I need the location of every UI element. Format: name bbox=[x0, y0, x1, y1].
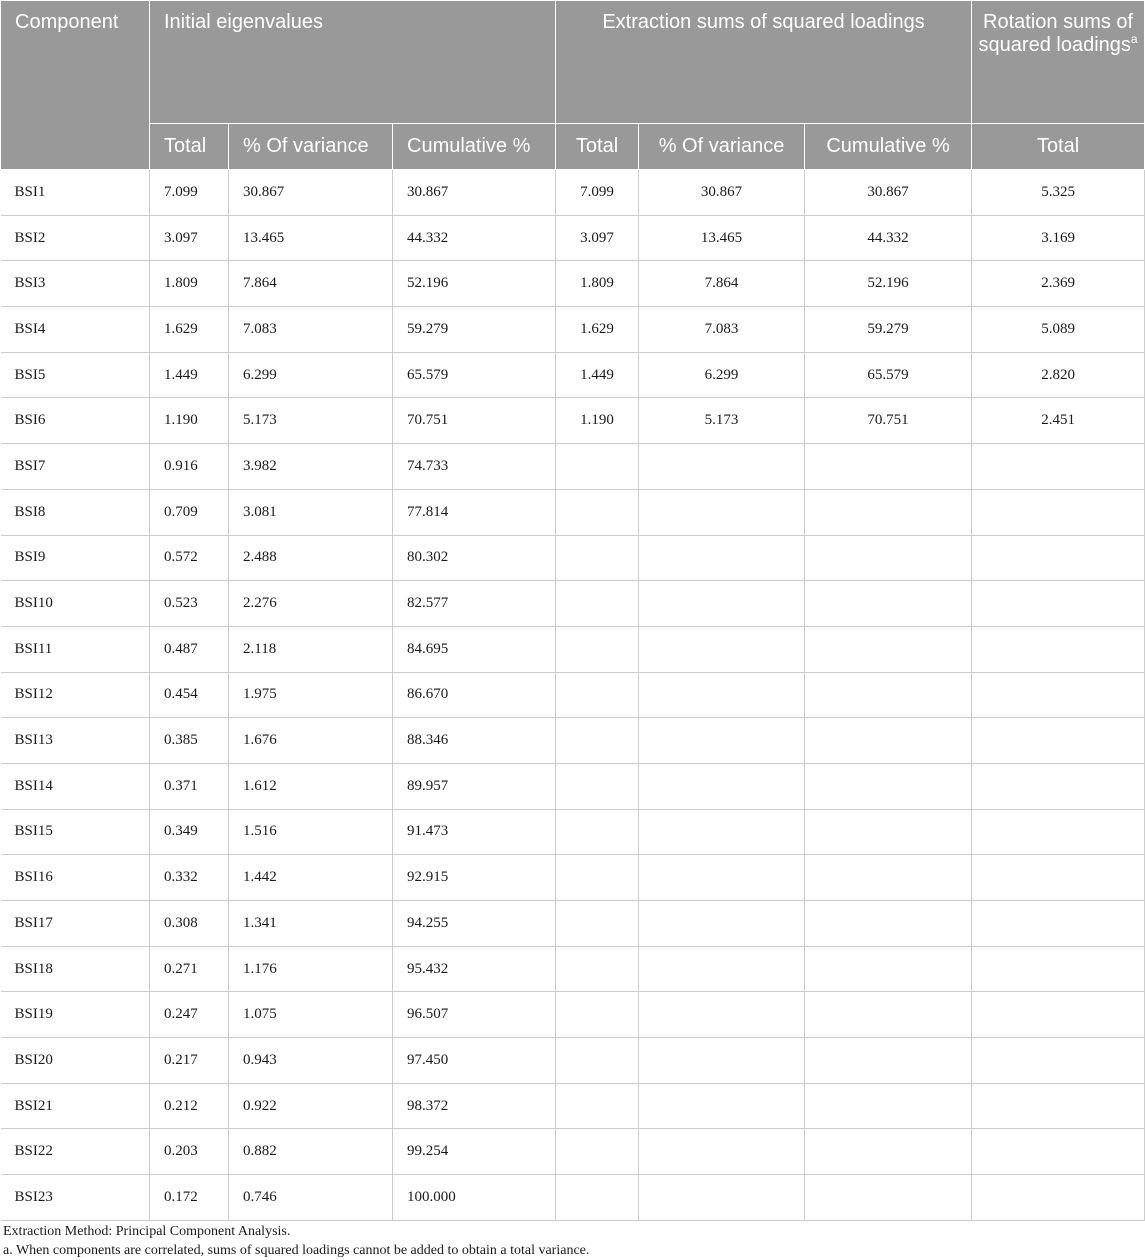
table-row bbox=[1, 581, 1145, 627]
cell-initial-total: 0.572 bbox=[150, 535, 229, 581]
subheader-initial-variance: % Of variance bbox=[229, 124, 393, 170]
cell-extraction-cumulative: 52.196 bbox=[805, 261, 972, 307]
cell-rotation-total bbox=[972, 535, 1145, 581]
cell-extraction-cumulative bbox=[805, 992, 972, 1038]
cell-rotation-total: 5.325 bbox=[972, 170, 1145, 216]
cell-initial-variance: 3.081 bbox=[229, 489, 393, 535]
cell-extraction-cumulative bbox=[805, 946, 972, 992]
cell-initial-cumulative: 91.473 bbox=[393, 809, 556, 855]
subheader-initial-total: Total bbox=[150, 124, 229, 170]
cell-extraction-total bbox=[556, 855, 639, 901]
cell-extraction-variance bbox=[639, 626, 805, 672]
table-row bbox=[1, 946, 1145, 992]
cell-component: BSI5 bbox=[1, 352, 150, 398]
cell-initial-total: 0.271 bbox=[150, 946, 229, 992]
table-row bbox=[1, 352, 1145, 398]
cell-rotation-total bbox=[972, 1175, 1145, 1221]
cell-extraction-total bbox=[556, 626, 639, 672]
cell-extraction-variance bbox=[639, 901, 805, 947]
cell-initial-total: 0.349 bbox=[150, 809, 229, 855]
cell-extraction-variance: 6.299 bbox=[639, 352, 805, 398]
cell-extraction-total: 1.809 bbox=[556, 261, 639, 307]
cell-extraction-cumulative: 44.332 bbox=[805, 215, 972, 261]
cell-initial-variance: 0.922 bbox=[229, 1083, 393, 1129]
cell-initial-total: 0.332 bbox=[150, 855, 229, 901]
cell-extraction-variance bbox=[639, 535, 805, 581]
cell-initial-total: 0.916 bbox=[150, 444, 229, 490]
cell-extraction-variance bbox=[639, 672, 805, 718]
extraction-method-note: Extraction Method: Principal Component Analysis. bbox=[3, 1224, 291, 1239]
cell-extraction-cumulative bbox=[805, 1083, 972, 1129]
cell-initial-variance: 2.276 bbox=[229, 581, 393, 627]
cell-initial-cumulative: 96.507 bbox=[393, 992, 556, 1038]
table-row bbox=[1, 1083, 1145, 1129]
table-row bbox=[1, 261, 1145, 307]
cell-extraction-total: 1.190 bbox=[556, 398, 639, 444]
cell-initial-cumulative: 94.255 bbox=[393, 901, 556, 947]
cell-rotation-total bbox=[972, 946, 1145, 992]
cell-component: BSI19 bbox=[1, 992, 150, 1038]
cell-extraction-total bbox=[556, 672, 639, 718]
cell-initial-cumulative: 97.450 bbox=[393, 1038, 556, 1084]
cell-extraction-variance bbox=[639, 1129, 805, 1175]
cell-rotation-total bbox=[972, 1129, 1145, 1175]
cell-extraction-variance: 7.083 bbox=[639, 307, 805, 353]
cell-initial-cumulative: 65.579 bbox=[393, 352, 556, 398]
cell-rotation-total bbox=[972, 992, 1145, 1038]
table-row bbox=[1, 307, 1145, 353]
cell-extraction-total bbox=[556, 1083, 639, 1129]
cell-rotation-total bbox=[972, 1038, 1145, 1084]
cell-initial-total: 0.247 bbox=[150, 992, 229, 1038]
cell-initial-cumulative: 86.670 bbox=[393, 672, 556, 718]
cell-extraction-variance bbox=[639, 855, 805, 901]
cell-extraction-variance bbox=[639, 1083, 805, 1129]
cell-initial-total: 3.097 bbox=[150, 215, 229, 261]
cell-extraction-total bbox=[556, 718, 639, 764]
header-extraction-sums: Extraction sums of squared loadings bbox=[556, 1, 972, 124]
cell-extraction-cumulative bbox=[805, 1038, 972, 1084]
cell-component: BSI8 bbox=[1, 489, 150, 535]
header-rotation-sums bbox=[972, 1, 1145, 124]
cell-component: BSI2 bbox=[1, 215, 150, 261]
cell-extraction-cumulative bbox=[805, 626, 972, 672]
cell-initial-total: 1.449 bbox=[150, 352, 229, 398]
cell-initial-cumulative: 59.279 bbox=[393, 307, 556, 353]
cell-initial-variance: 7.864 bbox=[229, 261, 393, 307]
cell-initial-variance: 1.975 bbox=[229, 672, 393, 718]
cell-initial-total: 0.709 bbox=[150, 489, 229, 535]
cell-initial-variance: 5.173 bbox=[229, 398, 393, 444]
cell-initial-cumulative: 98.372 bbox=[393, 1083, 556, 1129]
header-row-top bbox=[1, 1, 1145, 124]
header-initial-eigenvalues: Initial eigenvalues bbox=[150, 1, 556, 124]
cell-initial-cumulative: 88.346 bbox=[393, 718, 556, 764]
cell-extraction-total bbox=[556, 763, 639, 809]
cell-initial-variance: 0.882 bbox=[229, 1129, 393, 1175]
subheader-extraction-total: Total bbox=[556, 124, 639, 170]
subheader-extraction-cumulative: Cumulative % bbox=[805, 124, 972, 170]
cell-initial-variance: 1.075 bbox=[229, 992, 393, 1038]
table-row bbox=[1, 992, 1145, 1038]
cell-extraction-total bbox=[556, 992, 639, 1038]
cell-initial-total: 0.371 bbox=[150, 763, 229, 809]
table-row bbox=[1, 672, 1145, 718]
cell-rotation-total bbox=[972, 672, 1145, 718]
cell-extraction-total bbox=[556, 444, 639, 490]
cell-extraction-cumulative bbox=[805, 1175, 972, 1221]
cell-extraction-cumulative bbox=[805, 809, 972, 855]
cell-extraction-total: 7.099 bbox=[556, 170, 639, 216]
cell-component: BSI23 bbox=[1, 1175, 150, 1221]
cell-extraction-cumulative: 59.279 bbox=[805, 307, 972, 353]
cell-initial-variance: 1.176 bbox=[229, 946, 393, 992]
table-body bbox=[1, 170, 1145, 1221]
cell-extraction-cumulative bbox=[805, 535, 972, 581]
cell-initial-variance: 0.746 bbox=[229, 1175, 393, 1221]
cell-extraction-cumulative bbox=[805, 763, 972, 809]
cell-extraction-cumulative bbox=[805, 444, 972, 490]
cell-initial-total: 1.629 bbox=[150, 307, 229, 353]
cell-initial-cumulative: 84.695 bbox=[393, 626, 556, 672]
cell-rotation-total: 2.369 bbox=[972, 261, 1145, 307]
table-row bbox=[1, 809, 1145, 855]
footnote-a: a. When components are correlated, sums of squared loadings cannot be added to obtain a total variance. bbox=[3, 1243, 590, 1258]
table-row bbox=[1, 489, 1145, 535]
header-component: Component bbox=[1, 1, 150, 170]
table-row bbox=[1, 170, 1145, 216]
cell-initial-cumulative: 99.254 bbox=[393, 1129, 556, 1175]
cell-initial-variance: 6.299 bbox=[229, 352, 393, 398]
cell-extraction-cumulative bbox=[805, 855, 972, 901]
subheader-rotation-total: Total bbox=[972, 124, 1145, 170]
cell-component: BSI9 bbox=[1, 535, 150, 581]
cell-extraction-variance bbox=[639, 718, 805, 764]
cell-initial-cumulative: 30.867 bbox=[393, 170, 556, 216]
table-row bbox=[1, 626, 1145, 672]
cell-initial-cumulative: 95.432 bbox=[393, 946, 556, 992]
cell-extraction-cumulative bbox=[805, 672, 972, 718]
cell-extraction-variance bbox=[639, 444, 805, 490]
cell-extraction-total bbox=[556, 809, 639, 855]
cell-rotation-total: 2.820 bbox=[972, 352, 1145, 398]
cell-rotation-total bbox=[972, 444, 1145, 490]
cell-initial-variance: 1.612 bbox=[229, 763, 393, 809]
subheader-extraction-variance: % Of variance bbox=[639, 124, 805, 170]
subheader-initial-cumulative: Cumulative % bbox=[393, 124, 556, 170]
cell-initial-total: 7.099 bbox=[150, 170, 229, 216]
cell-initial-cumulative: 52.196 bbox=[393, 261, 556, 307]
cell-initial-cumulative: 80.302 bbox=[393, 535, 556, 581]
cell-extraction-cumulative bbox=[805, 581, 972, 627]
cell-extraction-cumulative: 30.867 bbox=[805, 170, 972, 216]
table-row bbox=[1, 215, 1145, 261]
cell-extraction-total bbox=[556, 1129, 639, 1175]
cell-initial-total: 0.217 bbox=[150, 1038, 229, 1084]
cell-extraction-total bbox=[556, 946, 639, 992]
cell-initial-variance: 0.943 bbox=[229, 1038, 393, 1084]
cell-rotation-total: 5.089 bbox=[972, 307, 1145, 353]
table-row bbox=[1, 535, 1145, 581]
cell-extraction-variance bbox=[639, 489, 805, 535]
cell-initial-total: 0.308 bbox=[150, 901, 229, 947]
table-row bbox=[1, 718, 1145, 764]
table-row bbox=[1, 855, 1145, 901]
cell-initial-total: 0.487 bbox=[150, 626, 229, 672]
cell-extraction-cumulative bbox=[805, 901, 972, 947]
cell-extraction-cumulative bbox=[805, 1129, 972, 1175]
table-row bbox=[1, 1175, 1145, 1221]
cell-extraction-variance bbox=[639, 992, 805, 1038]
cell-extraction-total: 1.449 bbox=[556, 352, 639, 398]
cell-initial-cumulative: 70.751 bbox=[393, 398, 556, 444]
cell-initial-total: 0.385 bbox=[150, 718, 229, 764]
cell-component: BSI20 bbox=[1, 1038, 150, 1084]
cell-extraction-variance bbox=[639, 1038, 805, 1084]
table-row bbox=[1, 763, 1145, 809]
cell-initial-cumulative: 77.814 bbox=[393, 489, 556, 535]
cell-initial-total: 1.809 bbox=[150, 261, 229, 307]
table-row bbox=[1, 901, 1145, 947]
cell-initial-cumulative: 89.957 bbox=[393, 763, 556, 809]
cell-initial-total: 0.172 bbox=[150, 1175, 229, 1221]
cell-initial-total: 0.454 bbox=[150, 672, 229, 718]
cell-initial-total: 0.212 bbox=[150, 1083, 229, 1129]
cell-initial-variance: 1.676 bbox=[229, 718, 393, 764]
cell-extraction-cumulative: 65.579 bbox=[805, 352, 972, 398]
cell-component: BSI10 bbox=[1, 581, 150, 627]
cell-rotation-total bbox=[972, 626, 1145, 672]
cell-component: BSI21 bbox=[1, 1083, 150, 1129]
cell-initial-total: 0.523 bbox=[150, 581, 229, 627]
cell-initial-cumulative: 74.733 bbox=[393, 444, 556, 490]
cell-component: BSI17 bbox=[1, 901, 150, 947]
cell-component: BSI16 bbox=[1, 855, 150, 901]
cell-extraction-variance bbox=[639, 1175, 805, 1221]
cell-extraction-variance bbox=[639, 763, 805, 809]
cell-rotation-total: 2.451 bbox=[972, 398, 1145, 444]
cell-extraction-cumulative bbox=[805, 718, 972, 764]
cell-initial-cumulative: 92.915 bbox=[393, 855, 556, 901]
cell-component: BSI12 bbox=[1, 672, 150, 718]
cell-component: BSI15 bbox=[1, 809, 150, 855]
cell-component: BSI3 bbox=[1, 261, 150, 307]
cell-component: BSI18 bbox=[1, 946, 150, 992]
cell-rotation-total bbox=[972, 1083, 1145, 1129]
cell-rotation-total bbox=[972, 901, 1145, 947]
cell-extraction-total bbox=[556, 535, 639, 581]
cell-rotation-total bbox=[972, 489, 1145, 535]
cell-initial-cumulative: 44.332 bbox=[393, 215, 556, 261]
cell-initial-variance: 2.488 bbox=[229, 535, 393, 581]
cell-initial-cumulative: 100.000 bbox=[393, 1175, 556, 1221]
cell-component: BSI6 bbox=[1, 398, 150, 444]
cell-component: BSI11 bbox=[1, 626, 150, 672]
cell-extraction-variance: 5.173 bbox=[639, 398, 805, 444]
cell-component: BSI7 bbox=[1, 444, 150, 490]
cell-rotation-total bbox=[972, 718, 1145, 764]
cell-extraction-total: 1.629 bbox=[556, 307, 639, 353]
table-row bbox=[1, 1129, 1145, 1175]
cell-extraction-variance: 30.867 bbox=[639, 170, 805, 216]
cell-extraction-variance bbox=[639, 946, 805, 992]
cell-initial-cumulative: 82.577 bbox=[393, 581, 556, 627]
header-rotation-text: Rotation sums of squared loadings bbox=[978, 11, 1134, 56]
cell-initial-total: 1.190 bbox=[150, 398, 229, 444]
header-rotation-footnote-marker: a bbox=[1130, 32, 1138, 46]
cell-extraction-total bbox=[556, 1038, 639, 1084]
cell-component: BSI22 bbox=[1, 1129, 150, 1175]
cell-component: BSI1 bbox=[1, 170, 150, 216]
cell-component: BSI4 bbox=[1, 307, 150, 353]
cell-extraction-total bbox=[556, 901, 639, 947]
cell-initial-variance: 1.516 bbox=[229, 809, 393, 855]
cell-rotation-total bbox=[972, 763, 1145, 809]
cell-extraction-cumulative bbox=[805, 489, 972, 535]
table-row bbox=[1, 1038, 1145, 1084]
cell-initial-variance: 1.442 bbox=[229, 855, 393, 901]
header-row-sub bbox=[1, 124, 1145, 170]
cell-extraction-total bbox=[556, 489, 639, 535]
cell-extraction-variance bbox=[639, 809, 805, 855]
table-notes bbox=[3, 1222, 589, 1260]
cell-rotation-total bbox=[972, 855, 1145, 901]
cell-extraction-total: 3.097 bbox=[556, 215, 639, 261]
cell-initial-variance: 3.982 bbox=[229, 444, 393, 490]
cell-extraction-total bbox=[556, 1175, 639, 1221]
cell-initial-variance: 1.341 bbox=[229, 901, 393, 947]
cell-initial-variance: 13.465 bbox=[229, 215, 393, 261]
cell-extraction-total bbox=[556, 581, 639, 627]
cell-component: BSI14 bbox=[1, 763, 150, 809]
cell-rotation-total bbox=[972, 581, 1145, 627]
cell-initial-total: 0.203 bbox=[150, 1129, 229, 1175]
cell-rotation-total: 3.169 bbox=[972, 215, 1145, 261]
cell-extraction-cumulative: 70.751 bbox=[805, 398, 972, 444]
cell-initial-variance: 30.867 bbox=[229, 170, 393, 216]
table-row bbox=[1, 398, 1145, 444]
cell-initial-variance: 2.118 bbox=[229, 626, 393, 672]
cell-component: BSI13 bbox=[1, 718, 150, 764]
cell-rotation-total bbox=[972, 809, 1145, 855]
cell-extraction-variance bbox=[639, 581, 805, 627]
cell-initial-variance: 7.083 bbox=[229, 307, 393, 353]
cell-extraction-variance: 7.864 bbox=[639, 261, 805, 307]
table-row bbox=[1, 444, 1145, 490]
cell-extraction-variance: 13.465 bbox=[639, 215, 805, 261]
